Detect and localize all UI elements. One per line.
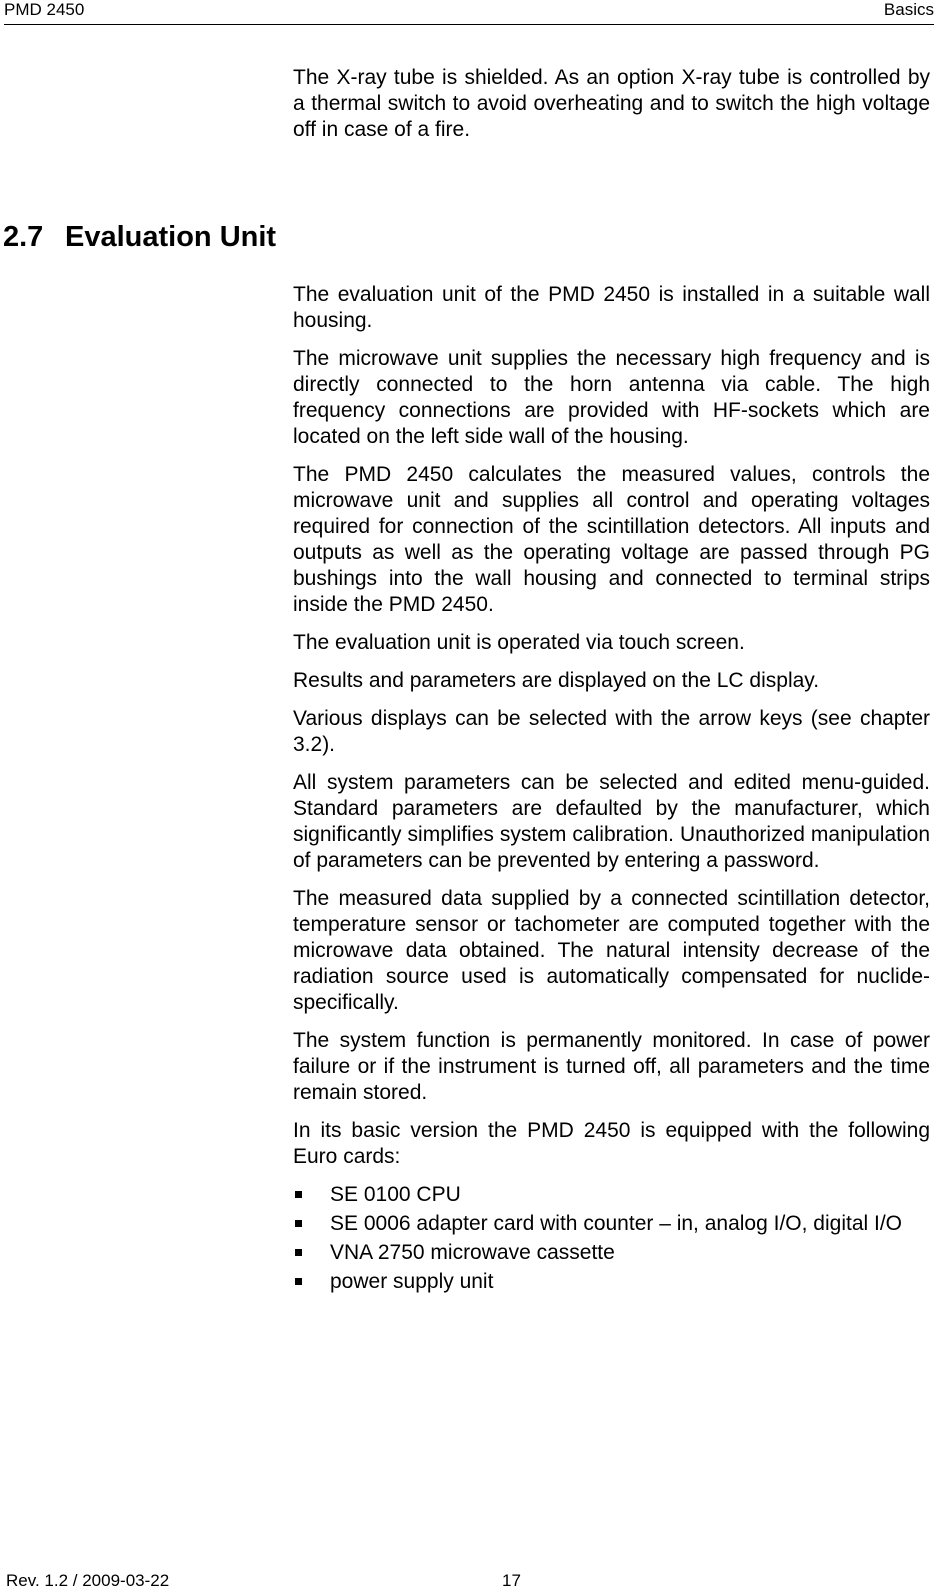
revision-label: Rev. 1.2 / 2009-03-22 xyxy=(6,1571,170,1590)
square-bullet-icon xyxy=(295,1191,302,1198)
list-item-text: power supply unit xyxy=(330,1270,494,1293)
list-item xyxy=(293,1269,930,1295)
list-item-text: SE 0100 CPU xyxy=(330,1183,461,1206)
section-heading xyxy=(3,219,276,255)
body-paragraph: Various displays can be selected with the arrow keys (see chapter 3.2). xyxy=(293,707,930,756)
section-number: 2.7 xyxy=(3,221,44,253)
square-bullet-icon xyxy=(295,1278,302,1285)
square-bullet-icon xyxy=(295,1249,302,1256)
body-paragraph: The microwave unit supplies the necessary high frequency and is directly connected to the horn antenna via cable. The high frequency connections are provided with HF-sockets which are located on the left side wall of the housing. xyxy=(293,347,930,448)
body-paragraph: The evaluation unit is operated via touch screen. xyxy=(293,631,745,654)
list-item xyxy=(293,1182,930,1208)
list-item-text: SE 0006 adapter card with counter – in, analog I/O, digital I/O xyxy=(330,1212,903,1235)
body-paragraph: All system parameters can be selected and edited menu-guided. Standard parameters are defaulted by the manufacturer, which significantly simplifies system calibration. Unauthorized manipulation of parameters can be prevented by entering a password. xyxy=(293,771,930,872)
body-paragraph: In its basic version the PMD 2450 is equipped with the following Euro cards: xyxy=(293,1119,930,1168)
body-paragraph: Results and parameters are displayed on the LC display. xyxy=(293,669,820,692)
header-chapter-title: Basics xyxy=(883,0,934,19)
page-number: 17 xyxy=(502,1571,521,1590)
body-paragraph: The evaluation unit of the PMD 2450 is installed in a suitable wall housing. xyxy=(293,283,930,332)
euro-cards-list xyxy=(293,1182,930,1295)
list-item xyxy=(293,1211,930,1237)
section-title: Evaluation Unit xyxy=(65,221,277,253)
header-document-title: PMD 2450 xyxy=(4,0,85,19)
body-paragraph: The system function is permanently monitored. In case of power failure or if the instrument is turned off, all parameters and the time remain stored. xyxy=(293,1029,930,1104)
square-bullet-icon xyxy=(295,1220,302,1227)
section-body xyxy=(293,282,930,1298)
list-item xyxy=(293,1240,930,1266)
page-header xyxy=(4,0,934,25)
body-paragraph: The PMD 2450 calculates the measured values, controls the microwave unit and supplies all control and operating voltages required for connection of the scintillation detectors. All inputs and outputs as well as the operating voltage are passed through PG bushings into the wall housing and connected to terminal strips inside the PMD 2450. xyxy=(293,463,930,616)
intro-block xyxy=(293,65,930,155)
list-item-text: VNA 2750 microwave cassette xyxy=(330,1241,615,1264)
intro-paragraph: The X-ray tube is shielded. As an option X-ray tube is controlled by a thermal switch to avoid overheating and to switch the high voltage off in case of a fire. xyxy=(293,66,930,141)
body-paragraph: The measured data supplied by a connected scintillation detector, temperature sensor or tachometer are computed together with the microwave data obtained. The natural intensity decrease of the radiation source used is automatically compensated for nuclide-specifically. xyxy=(293,887,930,1014)
